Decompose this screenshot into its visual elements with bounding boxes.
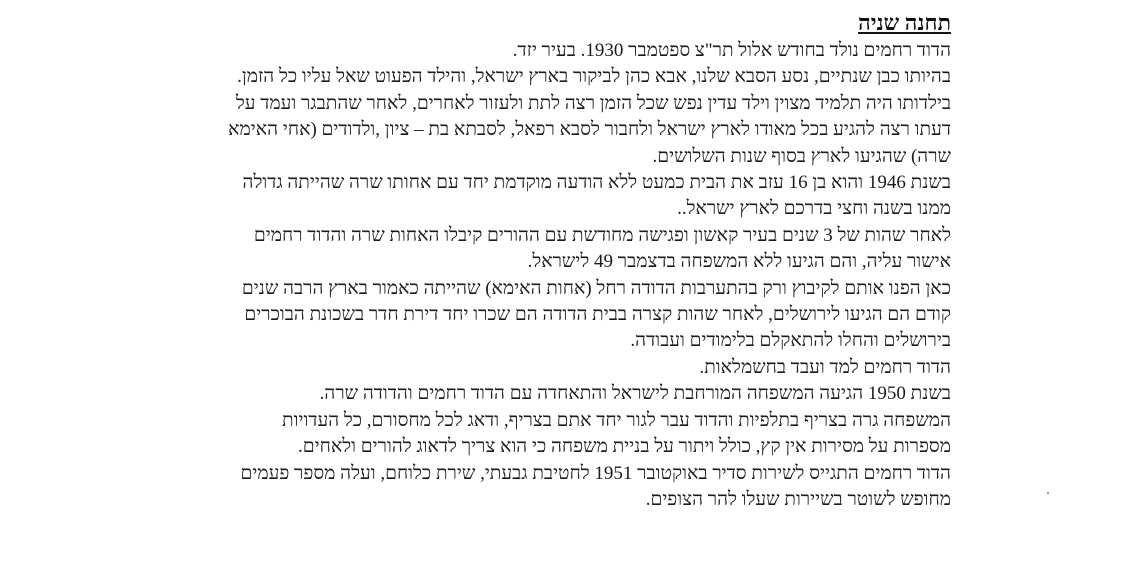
text-line: בשנת 1950 הגיעה המשפחה המורחבת לישראל והתאחדה עם הדוד רחמים והדודה שרה. <box>319 383 951 405</box>
text-line: קודם הם הגיעו לירושלים, לאחר שהות קצרה בבית הדודה הם שכרו יחד דירת חדר בשכונת הבוכרים <box>244 304 951 326</box>
text-line: שרה) שהגיעו לארץ בסוף שנות השלושים. <box>652 145 951 167</box>
text-line: מספרות על מסירות אין קץ, כולל ויתור על בניית משפחה כי הוא צריך לדאוג להורים ולאחים. <box>298 436 951 458</box>
document-title: תחנה שניה <box>858 10 951 35</box>
text-line: בהיותו כבן שנתיים, נסע הסבא שלנו, אבא כהן לביקור בארץ ישראל, והילד הפעוט שאל עליו כל הזמן. <box>237 66 951 88</box>
text-line: ממנו בשנה וחצי בדרכם לארץ ישראל.. <box>677 198 951 220</box>
text-line: דעתו רצה להגיע בכל מאודו לארץ ישראל ולחבור לסבא רפאל, לסבתא בת – ציון ,ולדודים (אחי האימא <box>228 119 951 141</box>
text-line: בשנת 1946 והוא בן 16 עזב את הבית כמעט ללא הודעה מוקדמת יחד עם אחותו שרה שהייתה גדולה <box>242 172 951 194</box>
text-line: לאחר שהות של 3 שנים בעיר קאשון ופגישה מחודשת עם ההורים קיבלו האחות שרה והדוד רחמים <box>253 224 951 246</box>
document-body <box>151 8 951 513</box>
text-line: מחופש לשוטר בשיירות שעלו להר הצופים. <box>645 488 951 510</box>
text-line: אישור עליה, והם הגיעו ללא המשפחה בדצמבר 49 לישראל. <box>527 251 951 273</box>
text-line: בירושלים והחלו להתאקלם בלימודים ועבודה. <box>630 330 951 352</box>
text-line: בילדותו היה תלמיד מצוין וילד עדין נפש שכל הזמן רצה לתת ולעזור לאחרים, לאחר שהתבגר ועמד על <box>235 92 951 114</box>
text-line: כאן הפנו אותם לקיבוץ ורק בהתערבות הדודה רחל (אחות האימא) שהייתה כאמור בארץ הרבה שנים <box>241 277 951 299</box>
text-line: הדוד רחמים נולד בחודש אלול תר"צ ספטמבר 1930. בעיר יזד. <box>512 40 951 61</box>
text-line: הדוד רחמים למד ועבד בחשמלאות. <box>699 356 951 378</box>
text-line: הדוד רחמים התגייס לשירות סדיר באוקטובר 1951 לחטיבת גבעתי, שירת כלוחם, ועלה מספר פעמים <box>240 462 951 484</box>
scan-speck <box>1047 492 1049 494</box>
text-line: המשפחה גרה בצריף בתלפיות והדוד עבר לגור יחד אתם בצריף, ודאג לכל מחסורם, כל העדויות <box>282 409 951 431</box>
